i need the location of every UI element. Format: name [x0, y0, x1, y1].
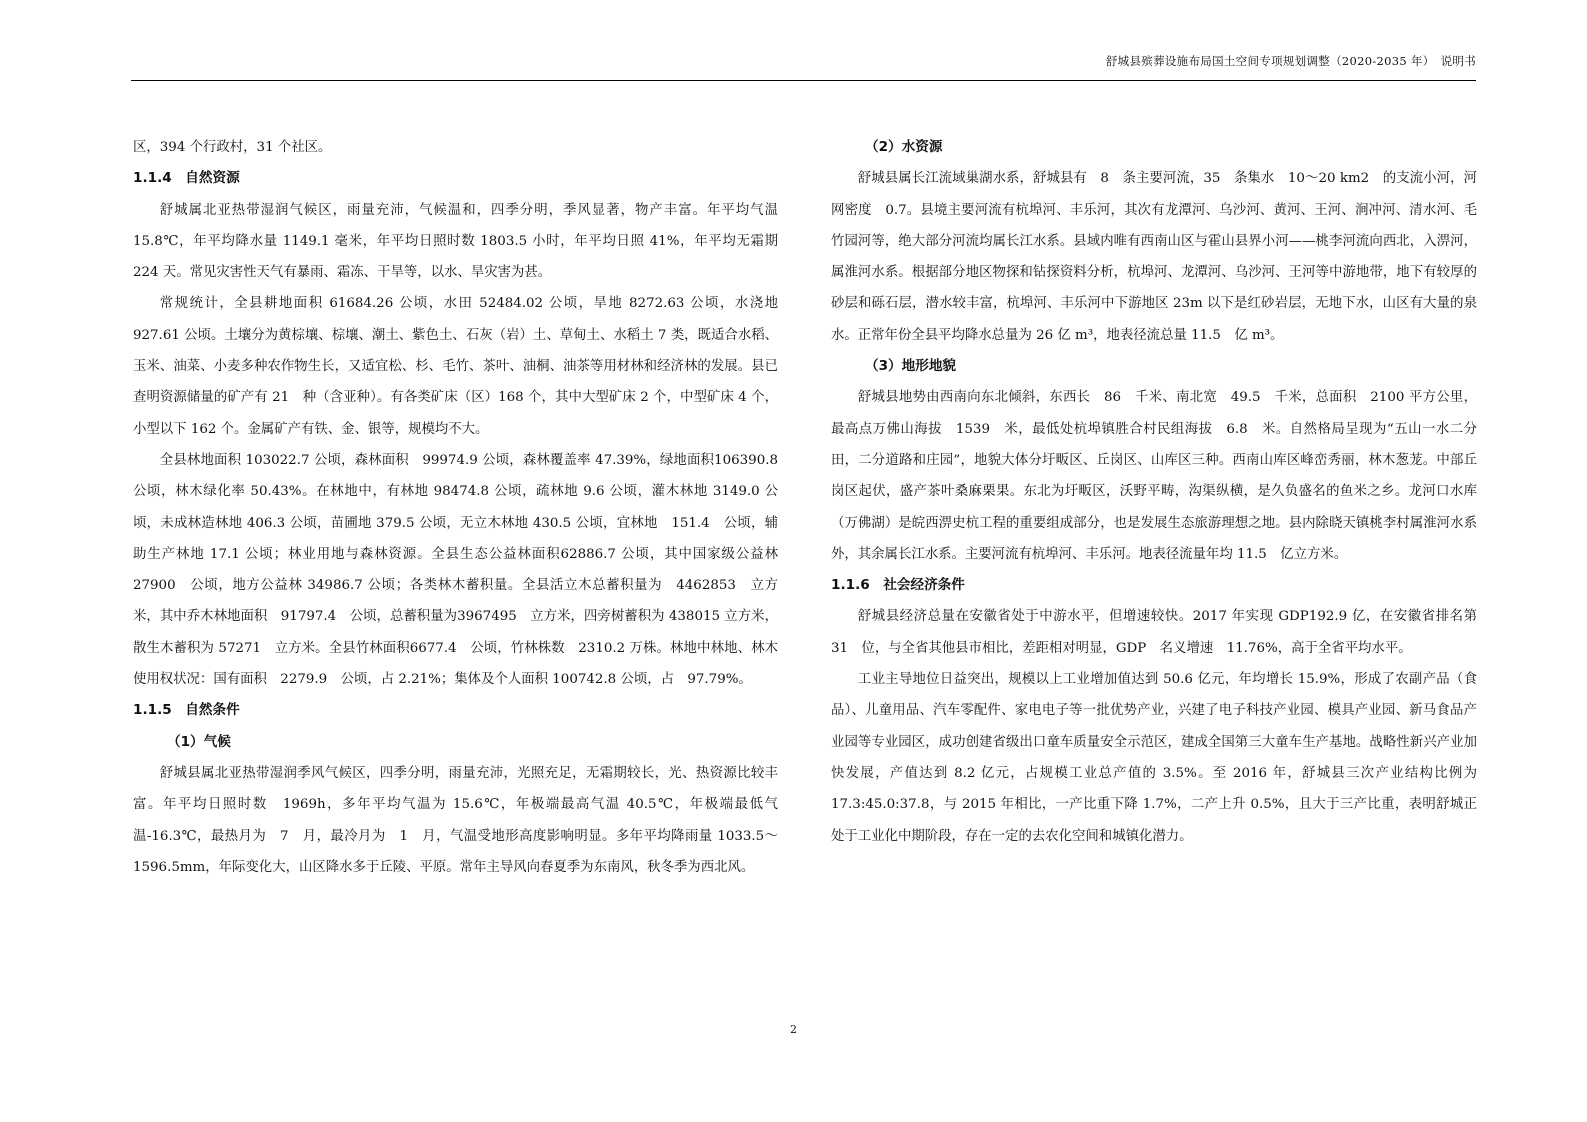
- section-heading-socioeconomic: 1.1.6 社会经济条件: [831, 577, 965, 594]
- paragraph: 全县林地面积 103022.7 公顷，森林面积 99974.9 公顷，森林覆盖率 47.39%，绿地面积106390.8 公顷，林木绿化率 50.43%。在林地中，有林地 98474.8 公顷，疏林地 9.6 公顷，灌木林地 3149.0 公顷，未成林造林地 406.3 公顷，苗圃地 379.5 公顷，无立木林地 430.5 公顷，宜林地 151.4 公顷，辅助生产林地 17.1 公顷；林业用地与森林资源。全县生态公益林面积62886.7 公顷，其中国家级公益林 27900 公顷，地方公益林 34986.7 公顷；各类林木蓄积量。全县活立木总蓄积量为 4462853 立方米，其中乔木林地面积 91797.4 公顷，总蓄积量为3967495 立方米，四旁树蓄积为 438015 立方米，散生木蓄积为 57271 立方米。全县竹林面积6677.4 公顷，竹林株数 2310.2 万株。林地中林地、林木使用权状况：国有面积 2279.9 公顷，占 2.21%；集体及个人面积 100742.8 公顷，占 97.79%。: [133, 452, 792, 688]
- document-title: 舒城县殡葬设施布局国土空间专项规划调整（2020-2035 年） 说明书: [1105, 54, 1476, 68]
- subheading-terrain: （3）地形地貌: [865, 358, 957, 375]
- page-header: [131, 50, 1476, 81]
- paragraph: 常规统计，全县耕地面积 61684.26 公顷，水田 52484.02 公顷，旱地 8272.63 公顷，水浇地 927.61 公顷。土壤分为黄棕壤、棕壤、潮土、紫色土、石灰（岩）土、草甸土、水稻土 7 类，既适合水稻、玉米、油菜、小麦多种农作物生长，又适宜松、杉、毛竹、茶叶、油桐、油茶等用材林和经济林的发展。县已查明资源储量的矿产有 21 种（含亚种）。有各类矿床（区）168 个，其中大型矿床 2 个，中型矿床 4 个，小型以下 162 个。金属矿产有铁、金、银等，规模均不大。: [133, 296, 778, 437]
- paragraph: 舒城属北亚热带湿润气候区，雨量充沛，气候温和，四季分明，季风显著，物产丰富。年平均气温 15.8℃，年平均降水量 1149.1 毫米，年平均日照时数 1803.5 小时，年平均日照 41%，年平均无霜期 224 天。常见灾害性天气有暴雨、霜冻、干旱等，以水、旱灾害为甚。: [133, 202, 778, 281]
- paragraph: 区，394 个行政村，31 个社区。: [133, 140, 332, 155]
- subheading-climate: （1）气候: [167, 733, 231, 750]
- right-column: [831, 132, 1491, 852]
- paragraph: 舒城县属北亚热带湿润季风气候区，四季分明，雨量充沛，光照充足，无霜期较长，光、热资源比较丰富。年平均日照时数 1969h，多年平均气温为 15.6℃，年极端最高气温 40.5℃，年极端最低气温-16.3℃，最热月为 7 月，最冷月为 1 月，气温受地形高度影响明显。多年平均降雨量 1033.5～1596.5mm，年际变化大，山区降水多于丘陵、平原。常年主导风向春夏季为东南风，秋冬季为西北风。: [133, 765, 778, 875]
- paragraph: 舒城县地势由西南向东北倾斜，东西长 86 千米、南北宽 49.5 千米，总面积 2100 平方公里，最高点万佛山海拔 1539 米，最低处杭埠镇胜合村民组海拔 6.8 米。自然格局呈现为“五山一水二分田，二分道路和庄园”，地貌大体分圩畈区、丘岗区、山库区三种。西南山库区峰峦秀丽，林木葱茏。中部丘岗区起伏，盛产茶叶桑麻栗果。东北为圩畈区，沃野平畴，沟渠纵横，是久负盛名的鱼米之乡。龙河口水库（万佛湖）是皖西淠史杭工程的重要组成部分，也是发展生态旅游理想之地。县内除晓天镇桃李村属淮河水系外，其余属长江水系。主要河流有杭埠河、丰乐河。地表径流量年均 11.5 亿立方米。: [831, 390, 1477, 562]
- subheading-water-resources: （2）水资源: [865, 139, 943, 155]
- page-number: 2: [790, 1023, 797, 1036]
- paragraph: 工业主导地位日益突出，规模以上工业增加值达到 50.6 亿元，年均增长 15.9%，形成了农副产品（食品）、儿童用品、汽车零配件、家电电子等一批优势产业，兴建了电子科技产业园、模具产业园、新马食品产业园等专业园区，成功创建省级出口童车质量安全示范区，建成全国第三大童车生产基地。战略性新兴产业加快发展，产值达到 8.2 亿元，占规模工业总产值的 3.5%。至 2016 年，舒城县三次产业结构比例为 17.3:45.0:37.8，与 2015 年相比，一产比重下降 1.7%，二产上升 0.5%，且大于三产比重，表明舒城正处于工业化中期阶段，存在一定的去农化空间和城镇化潜力。: [831, 672, 1477, 844]
- left-column: [133, 132, 792, 883]
- paragraph: 舒城县经济总量在安徽省处于中游水平，但增速较快。2017 年实现 GDP192.9 亿，在安徽省排名第 31 位，与全省其他县市相比，差距相对明显，GDP 名义增速 11.76%，高于全省平均水平。: [831, 609, 1491, 656]
- paragraph: 舒城县属长江流域巢湖水系，舒城县有 8 条主要河流，35 条集水 10～20 km2 的支流小河，河网密度 0.7。县境主要河流有杭埠河、丰乐河，其次有龙潭河、乌沙河、黄河、王河、涧冲河、清水河、毛竹园河等，绝大部分河流均属长江水系。县域内唯有西南山区与霍山县界小河——桃李河流向西北，入淠河，属淮河水系。根据部分地区物探和钻探资料分析，杭埠河、龙潭河、乌沙河、王河等中游地带，地下有较厚的砂层和砾石层，潜水较丰富，杭埠河、丰乐河中下游地区 23m 以下是红砂岩层，无地下水，山区有大量的泉水。正常年份全县平均降水总量为 26 亿 m³，地表径流总量 11.5 亿 m³。: [831, 171, 1477, 343]
- section-heading-natural-conditions: 1.1.5 自然条件: [133, 702, 240, 719]
- section-heading-natural-resources: 1.1.4 自然资源: [133, 170, 240, 187]
